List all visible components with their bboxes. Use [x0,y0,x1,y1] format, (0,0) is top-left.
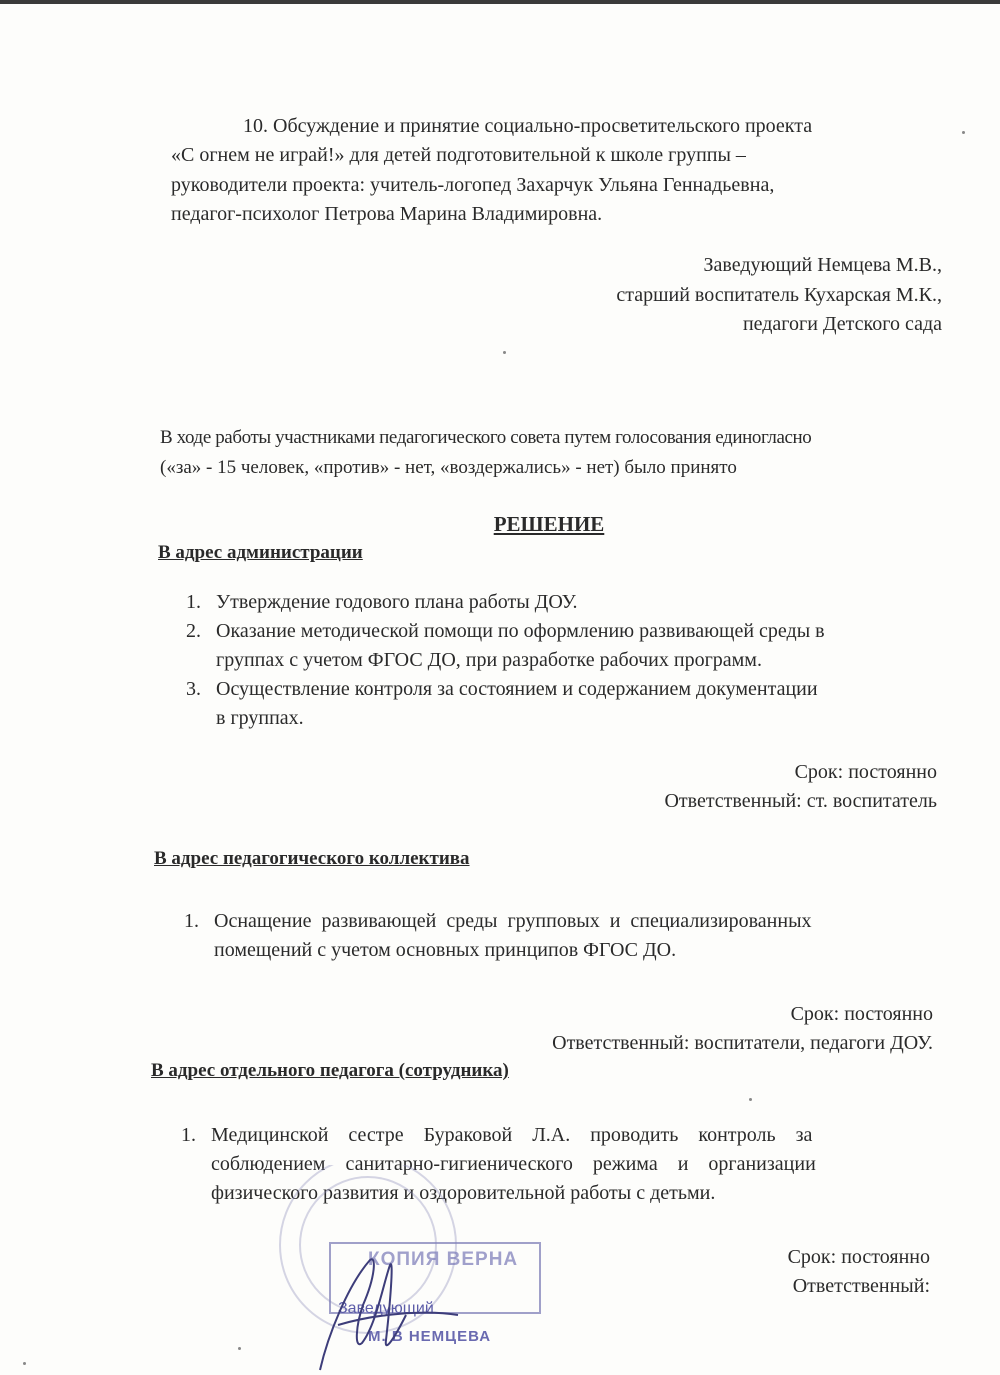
list-item-text: помещений с учетом основных принципов ФГОС ДО. [214,939,677,961]
admin-deadline: Срок: постоянно [794,761,937,783]
admin-heading: В адрес администрации [158,542,363,563]
individual-deadline: Срок: постоянно [787,1246,930,1268]
decision-title: РЕШЕНИЕ [493,512,605,536]
speaker-line3: педагоги Детского сада [742,313,942,335]
scan-speck [23,1362,26,1365]
speaker-line1: Заведующий Немцева М.В., [703,254,942,276]
list-item-text: Осуществление контроля за состоянием и содержанием документации [216,678,818,700]
scan-speck [962,131,965,134]
admin-list [186,588,946,733]
scan-speck [503,351,506,354]
stamp-text-title: Заведующий [338,1300,434,1317]
staff-heading: В адрес педагогического коллектива [154,848,470,869]
list-item-number: 1. [181,1124,196,1146]
individual-heading: В адрес отдельного педагога (сотрудника) [151,1060,509,1081]
item10-line3: руководители проекта: учитель-логопед Захарчук Ульяна Геннадьевна, [171,174,775,196]
scan-top-edge [0,0,1000,4]
staff-list [184,907,935,965]
list-item-text: физического развития и оздоровительной работы с детьми. [211,1182,716,1204]
list-item [186,617,946,675]
copy-stamp [258,1165,568,1375]
list-item-number: 1. [184,910,199,932]
vote-line2: («за» - 15 человек, «против» - нет, «воздержались» - нет) было принято [160,457,737,478]
list-item-text: группах с учетом ФГОС ДО, при разработке рабочих программ. [216,649,762,671]
list-item-text: Оказание методической помощи по оформлению развивающей среды в [216,620,825,642]
individual-responsible: Ответственный: [792,1275,930,1297]
list-item [186,675,946,733]
vote-line1: В ходе работы участниками педагогического совета путем голосования единогласно [160,427,812,448]
stamp-text-name: М. В НЕМЦЕВА [368,1328,492,1345]
admin-responsible: Ответственный: ст. воспитатель [664,790,937,812]
list-item-text: Утверждение годового плана работы ДОУ. [216,591,578,613]
list-item-text: Медицинской сестре Бураковой Л.А. проводить контроль за [211,1124,813,1146]
item10-line2: «С огнем не играй!» для детей подготовительной к школе группы – [171,144,746,166]
stamp-text-copy: КОПИЯ ВЕРНА [368,1249,519,1270]
list-item-text: в группах. [216,707,304,729]
list-item-number: 1. [186,591,201,613]
staff-responsible: Ответственный: воспитатели, педагоги ДОУ. [552,1032,933,1054]
list-item-number: 2. [186,620,201,642]
scan-speck [238,1347,241,1350]
list-item-number: 3. [186,678,201,700]
list-item-text: соблюдением санитарно-гигиенического режима и организации [211,1153,816,1175]
staff-deadline: Срок: постоянно [790,1003,933,1025]
item10-line4: педагог-психолог Петрова Марина Владимировна. [171,203,603,225]
scan-speck [749,1098,752,1101]
item10-line1: 10. Обсуждение и принятие социально-просветительского проекта [243,115,813,137]
list-item-text: Оснащение развивающей среды групповых и специализированных [214,910,812,932]
list-item [184,907,935,965]
list-item [186,588,946,617]
speaker-line2: старший воспитатель Кухарская М.К., [616,284,942,306]
